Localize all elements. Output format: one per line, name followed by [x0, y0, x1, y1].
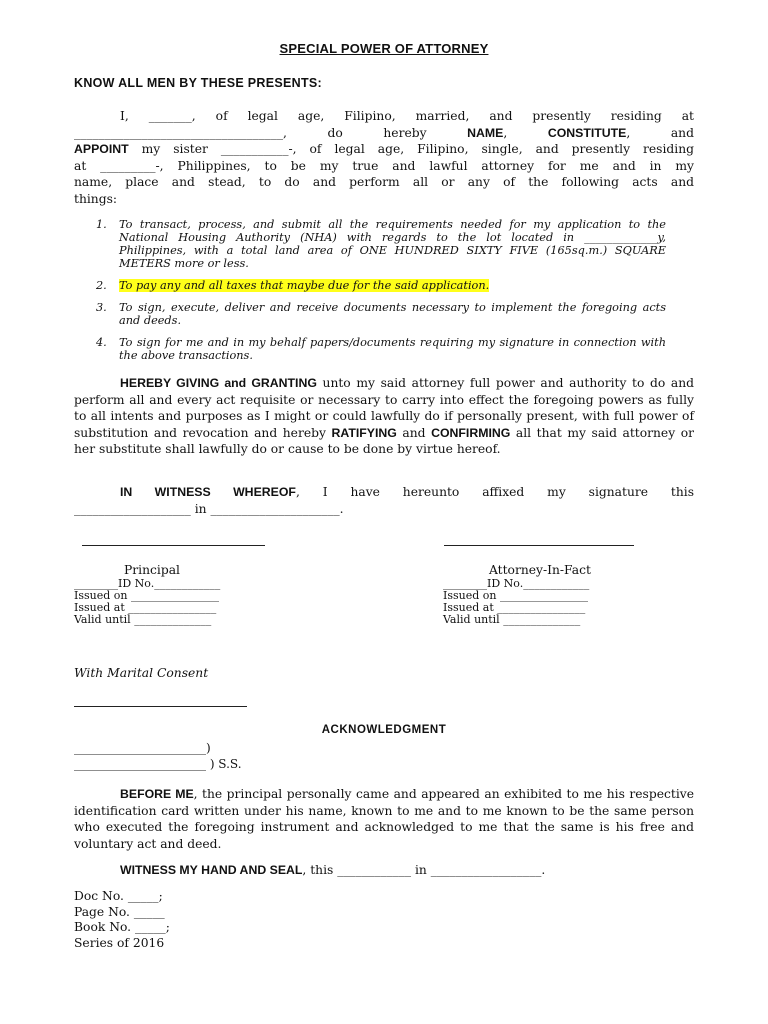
list-item-text: To sign for me and in my behalf papers/documents requiring my signature in connection with the above transactions.	[119, 336, 666, 362]
venue-line-2: ______________________ ) S.S.	[74, 757, 242, 771]
principal-signature-line	[82, 545, 265, 546]
witness-hand-seal-text: , this ____________ in __________________.	[302, 863, 546, 877]
hereby-giving-granting: HEREBY GIVING and GRANTING	[120, 376, 317, 390]
doc-no: Doc No. _____;	[74, 889, 163, 903]
before-me-paragraph	[74, 786, 694, 852]
attorney-id-no: ________ID No.____________	[443, 577, 590, 590]
in-witness-whereof: IN WITNESS WHEREOF	[120, 485, 296, 499]
intro-line-1: I, _______, of legal age, Filipino, married, and presently residing at	[120, 109, 694, 123]
intro-comma-2: , and	[626, 125, 694, 140]
marital-consent-signature-line	[74, 706, 247, 707]
before-me-word: BEFORE ME	[120, 787, 194, 801]
confirming-word: CONFIRMING	[431, 425, 511, 440]
intro-comma-1: ,	[503, 125, 548, 140]
acknowledgment-title: ACKNOWLEDGMENT	[321, 724, 447, 736]
highlighted-list-item-text: To pay any and all taxes that maybe due for the said application.	[119, 279, 490, 292]
witness-text: , I have hereunto affixed my signature this	[295, 485, 695, 499]
list-item	[96, 301, 666, 327]
venue-line-1: ______________________)	[74, 741, 211, 755]
attorney-label: Attorney-In-Fact	[489, 563, 591, 577]
attorney-issued-on: Issued on ________________	[443, 589, 588, 602]
witness-line-2: ___________________ in _____________________.	[74, 501, 344, 516]
attorney-issued-at: Issued at ________________	[443, 601, 586, 614]
attorney-valid-until: Valid until ______________	[443, 613, 581, 626]
constitute-word: CONSTITUTE	[547, 125, 627, 140]
principal-valid-until: Valid until ______________	[74, 613, 212, 626]
book-no: Book No. _____;	[74, 920, 170, 934]
marital-consent-label: With Marital Consent	[74, 666, 209, 680]
before-me-text: , the principal personally came and appeared an exhibited to me his respective identification card written under his name, known to me and to me known to be the same person who executed the foregoing instrument and acknowledged to me that the same is his free and voluntary act and deed.	[74, 787, 694, 851]
venue-block	[74, 740, 242, 772]
list-number: 2.	[96, 279, 107, 292]
granting-paragraph	[74, 375, 694, 458]
list-item	[96, 218, 666, 270]
principal-issued-at: Issued at ________________	[74, 601, 217, 614]
witness-line-1	[74, 484, 694, 501]
list-item	[96, 279, 666, 292]
intro-line-6: things:	[74, 191, 118, 206]
granting-text-2: all that my said attorney or her substitute shall lawfully do or cause to be done by virtue hereof.	[74, 425, 694, 456]
list-number: 3.	[96, 301, 107, 314]
intro-line-3	[74, 141, 694, 158]
list-number: 4.	[96, 336, 107, 349]
principal-issued-on: Issued on ________________	[74, 589, 219, 602]
principal-label: Principal	[124, 563, 180, 577]
principal-id-no: ________ID No.____________	[74, 577, 221, 590]
intro-line-4: at _________-, Philippines, to be my true and lawful attorney for me and in my	[74, 158, 694, 173]
appoint-word: APPOINT	[74, 142, 129, 156]
series: Series of 2016	[74, 935, 165, 950]
list-number: 1.	[96, 218, 107, 231]
list-item-text: To transact, process, and submit all the requirements needed for my application to the National Housing Authority (NHA) with regards to the lot located in _____________y, Philippines, with a total land area of ONE HUNDRED SIXTY FIVE (165sq.m.) SQUARE METERS more or less.	[119, 218, 666, 270]
name-word: NAME	[467, 125, 504, 140]
principal-id-block	[74, 578, 220, 626]
powers-list	[96, 218, 666, 371]
witness-hand-seal: WITNESS MY HAND AND SEAL	[120, 863, 303, 877]
intro-line-2-text: __________________________________, do hereby	[74, 125, 468, 140]
witness-hand-seal-line	[74, 862, 694, 879]
intro-line-5: name, place and stead, to do and perform all or any of the following acts and	[74, 175, 694, 189]
attorney-signature-line	[444, 545, 634, 546]
intro-line-3-text: my sister ___________-, of legal age, Filipino, single, and presently residing	[128, 142, 694, 156]
granting-text-1: unto my said attorney full power and authority to do and perform all and every act requisite or necessary to carry into effect the foregoing powers as fully to all intents and purposes as I might or could lawfully do if personally present, with full power of substitution and revocation and hereby	[74, 376, 695, 440]
list-item	[96, 336, 666, 362]
page-no: Page No. _____	[74, 904, 165, 919]
notarial-doc-info	[74, 889, 170, 951]
intro-paragraph	[74, 108, 694, 207]
document-title: SPECIAL POWER OF ATTORNEY	[279, 41, 489, 56]
ratifying-word: RATIFYING	[331, 425, 397, 440]
know-all-heading: KNOW ALL MEN BY THESE PRESENTS:	[74, 76, 322, 90]
list-item-text: To sign, execute, deliver and receive documents necessary to implement the foregoing acts and deeds.	[119, 301, 666, 327]
granting-and: and	[396, 425, 432, 440]
intro-line-2	[74, 125, 694, 142]
attorney-id-block	[443, 578, 589, 626]
witness-paragraph	[74, 484, 694, 517]
